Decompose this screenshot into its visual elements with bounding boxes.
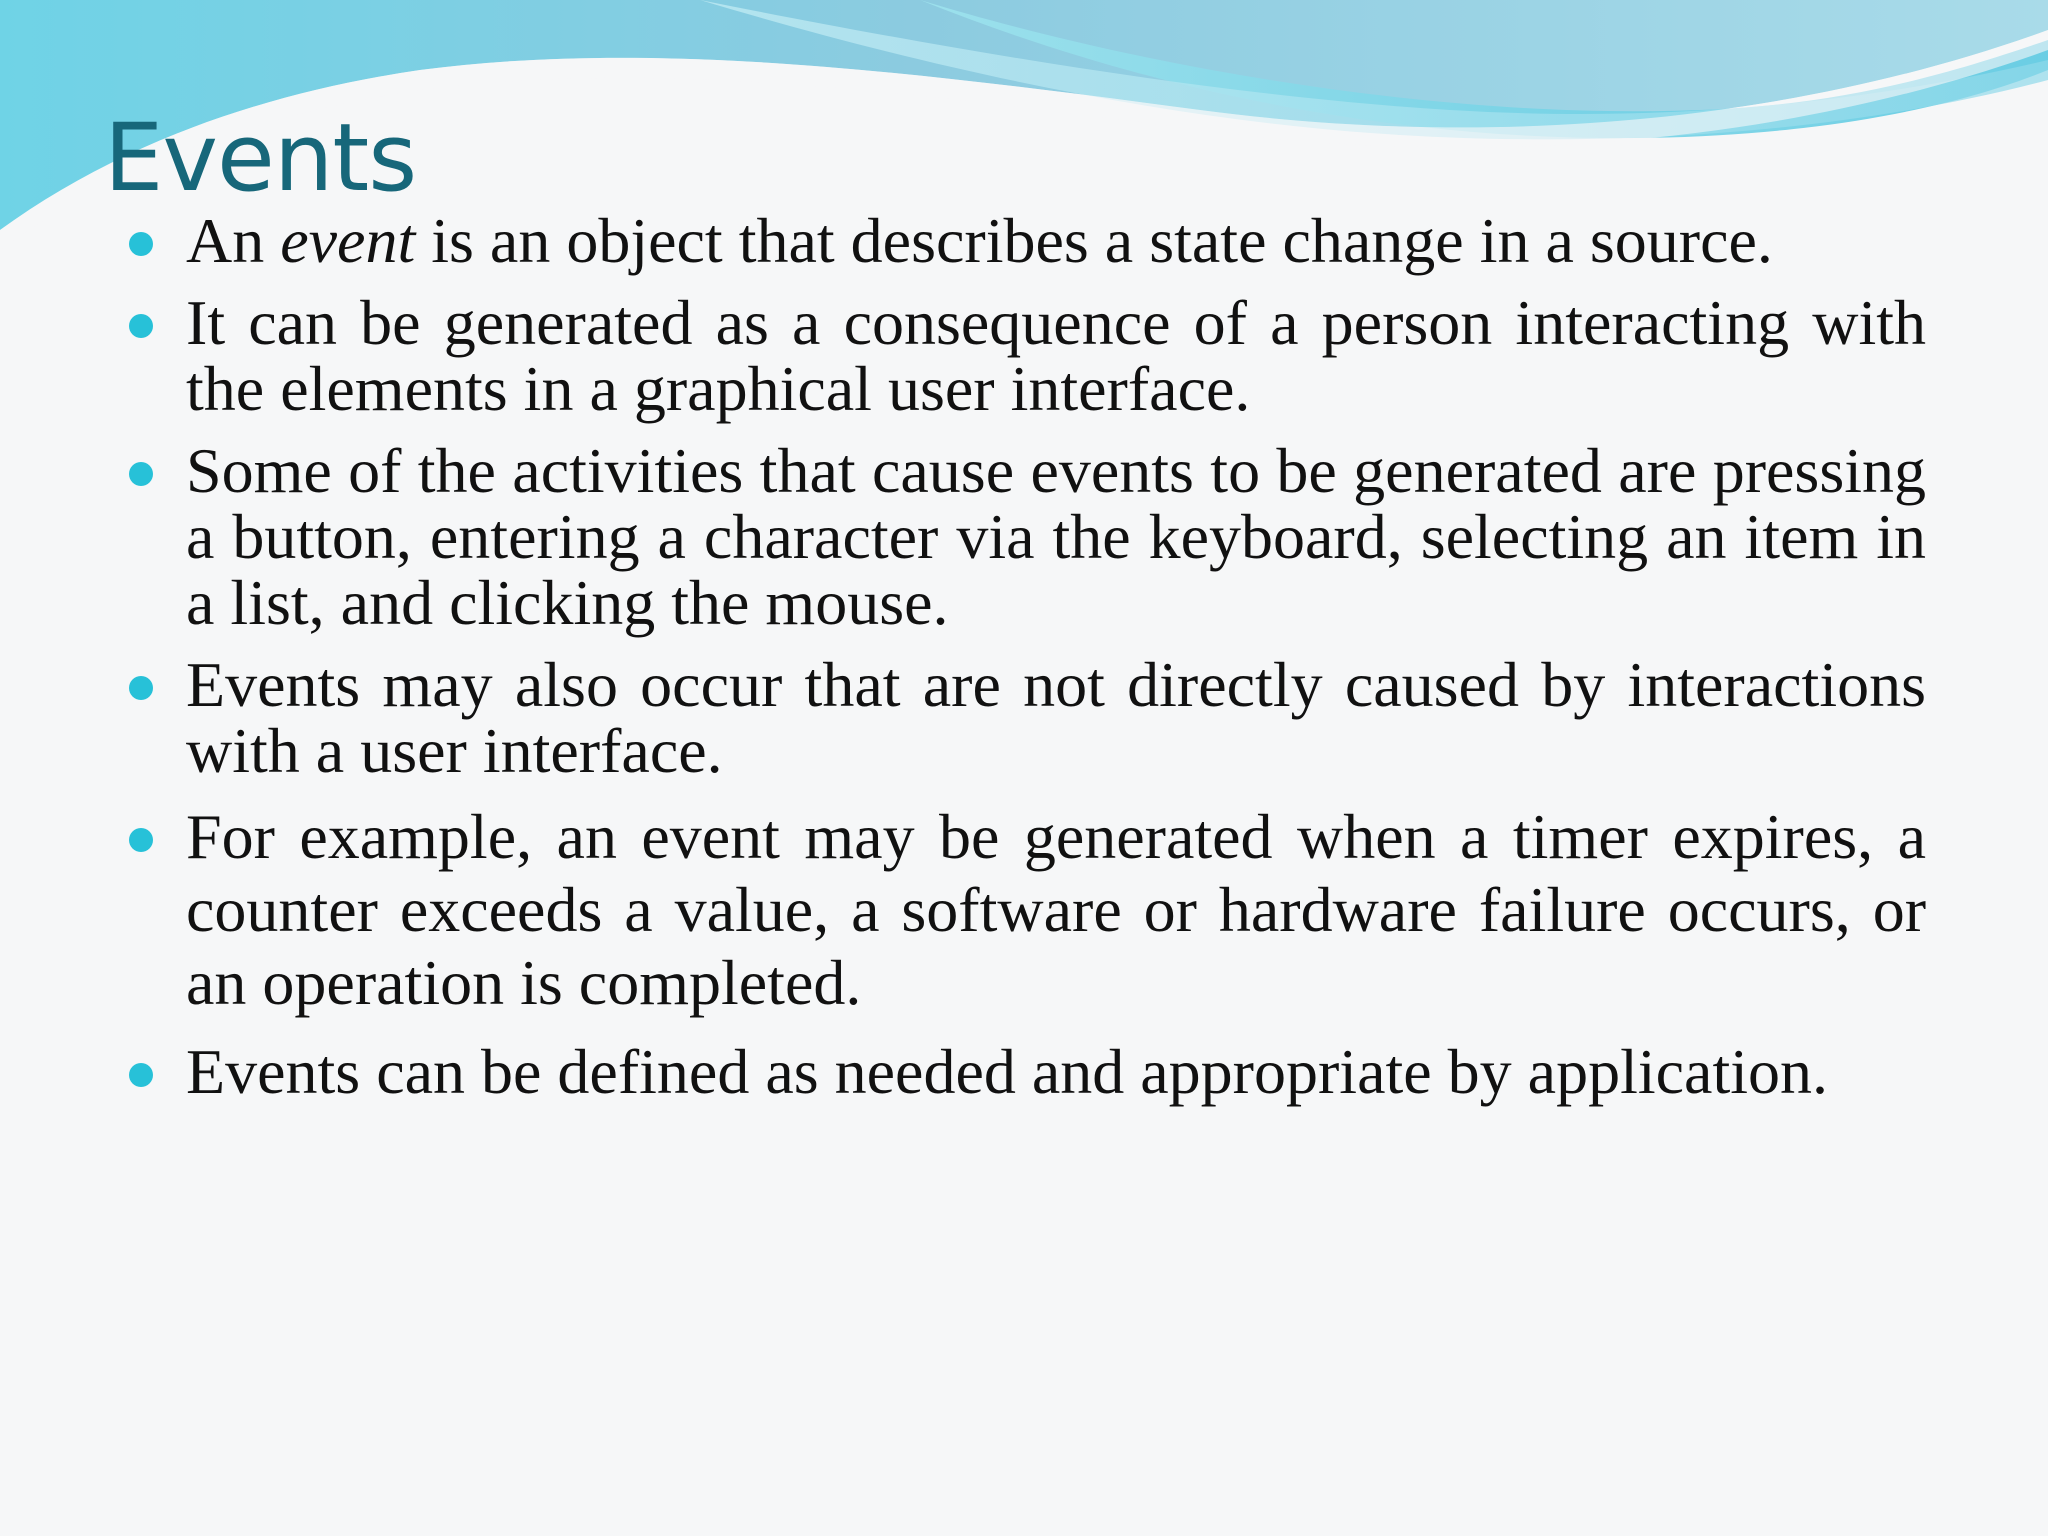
bullet-text: Events can be defined as needed and appropriate by application. [186,1036,1828,1107]
bullet-text: An event is an object that describes a state change in a source. [186,205,1773,276]
bullet-list [186,205,1926,1108]
bullet-dot-icon [129,232,153,256]
bullet-item [186,800,1926,1019]
bullet-italic-term: event [280,205,416,276]
bullet-dot-icon [129,676,153,700]
bullet-item [186,205,1926,276]
bullet-text: For example, an event may be generated when a timer expires, a counter exceeds a value, a software or hardware failure occurs, or an operation is completed. [186,801,1926,1018]
bullet-item [186,649,1926,786]
bullet-dot-icon [129,828,153,852]
bullet-dot-icon [129,314,153,338]
bullet-text: Events may also occur that are not directly caused by interactions with a user interface. [186,649,1926,786]
bullet-item [186,287,1926,424]
bullet-dot-icon [129,462,153,486]
slide-title: Events [104,104,417,213]
bullet-item [186,1035,1926,1108]
bullet-dot-icon [129,1063,153,1087]
bullet-text: It can be generated as a consequence of a person interacting with the elements in a graphical user interface. [186,287,1926,424]
bullet-item [186,435,1926,638]
bullet-text: Some of the activities that cause events to be generated are pressing a button, entering a character via the keyboard, selecting an item in a list, and clicking the mouse. [186,435,1926,638]
